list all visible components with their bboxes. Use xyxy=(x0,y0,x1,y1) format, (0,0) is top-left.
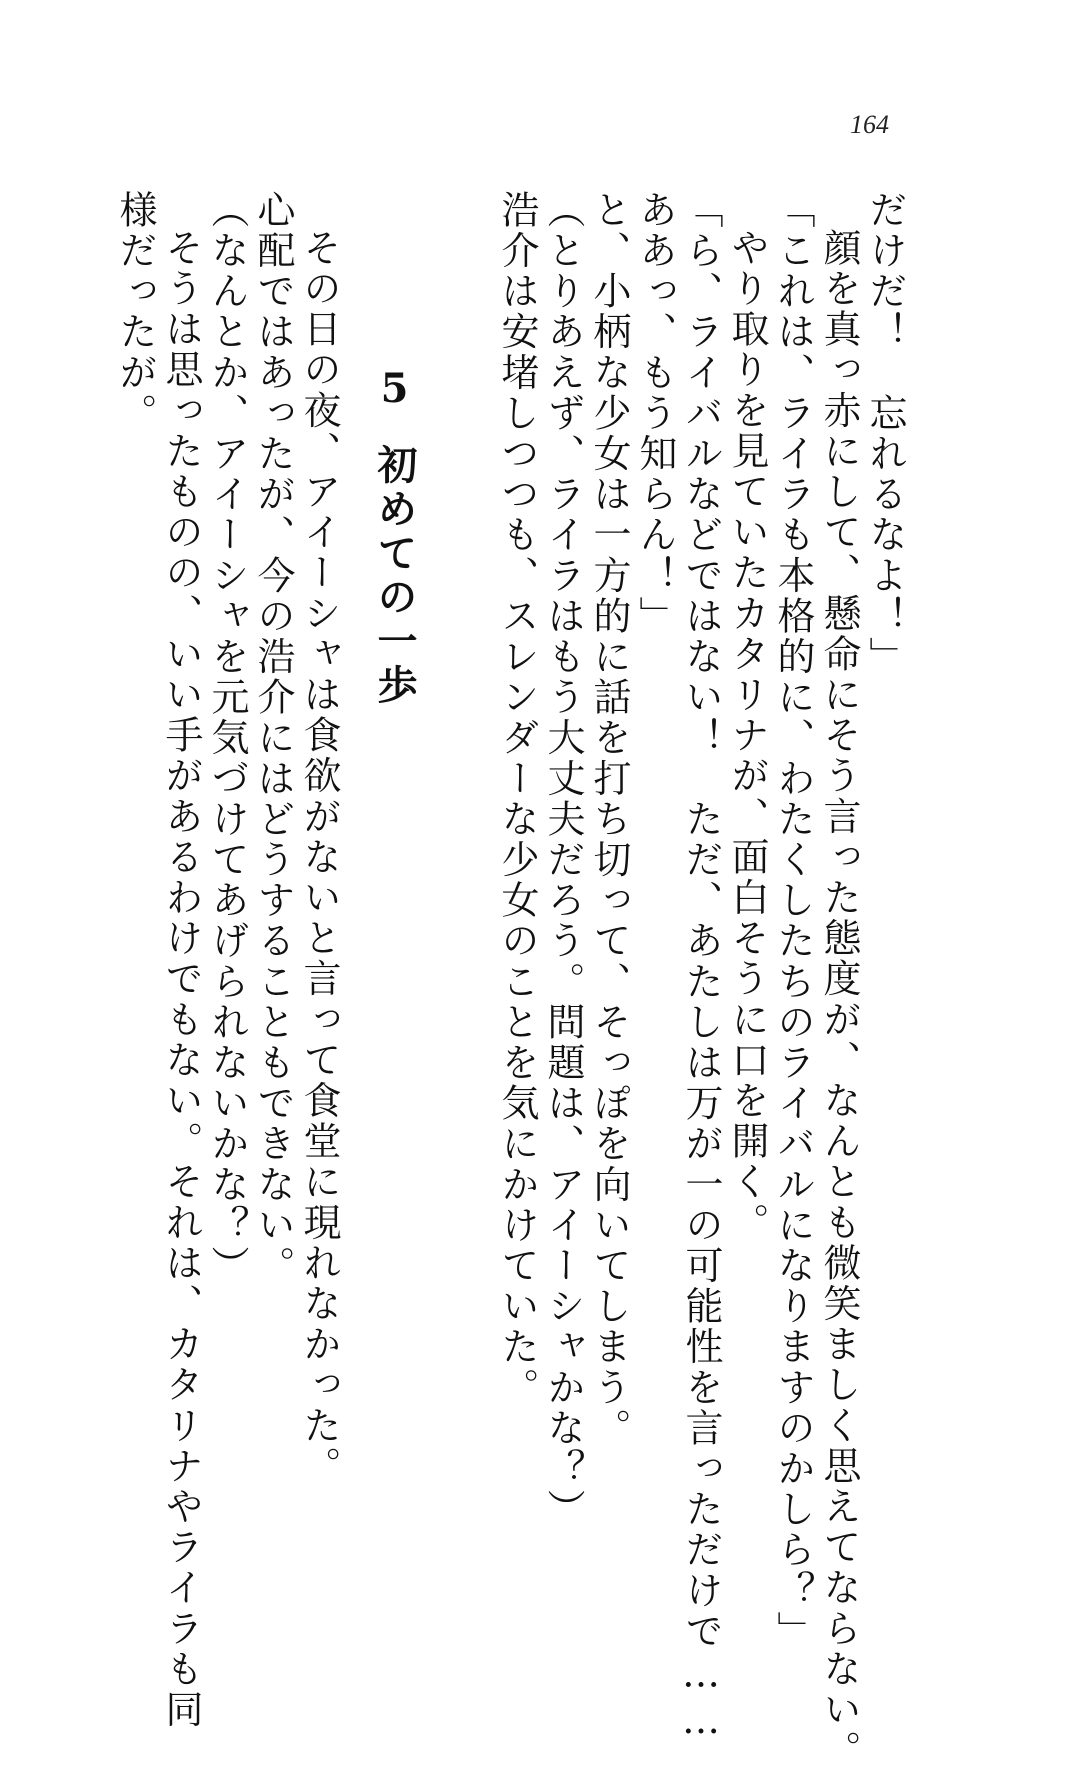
text-column-11: 心配ではあったが、今の浩介にはどうすることもできない。 xyxy=(251,190,295,1287)
text-column-3: 「これは、ライラも本格的に、わたくしたちのライバルになりますのかしら？」 xyxy=(771,190,815,1652)
text-column-5: 「ら、ライバルなどではない！ ただ、あたしは万が一の可能性を言っただけで…… xyxy=(679,190,723,1745)
chapter-heading xyxy=(371,365,418,708)
text-column-9: 浩介は安堵しつつも、スレンダーな少女のことを気にかけていた。 xyxy=(495,190,539,1408)
chapter-number: 5 xyxy=(371,365,418,416)
text-column-12: （なんとか、アイーシャを元気づけてあげられないかな？） xyxy=(205,190,249,1287)
chapter-title: 初めての一歩 xyxy=(371,444,418,708)
text-column-8: （とりあえず、ライラはもう大丈夫だろう。問題は、アイーシャかな？） xyxy=(541,190,585,1530)
text-column-4: やり取りを見ていたカタリナが、面白そうに口を開く。 xyxy=(725,228,769,1243)
text-column-6: ああっ、もう知らん！」 xyxy=(633,190,677,637)
text-column-7: と、小柄な少女は一方的に話を打ち切って、そっぽを向いてしまう。 xyxy=(587,190,631,1449)
text-column-14: 様だったが。 xyxy=(113,190,157,434)
text-column-2: 顔を真っ赤にして、懸命にそう言った態度が、なんとも微笑ましく思えてならない。 xyxy=(817,228,861,1771)
text-column-13: そうは思ったものの、いい手があるわけでもない。それは、カタリナやライラも同 xyxy=(159,228,203,1731)
text-column-1: だけだ！ 忘れるなよ！」 xyxy=(863,190,907,678)
text-column-10: その日の夜、アイーシャは食欲がないと言って食堂に現れなかった。 xyxy=(297,228,341,1487)
page-number: 164 xyxy=(850,110,889,139)
